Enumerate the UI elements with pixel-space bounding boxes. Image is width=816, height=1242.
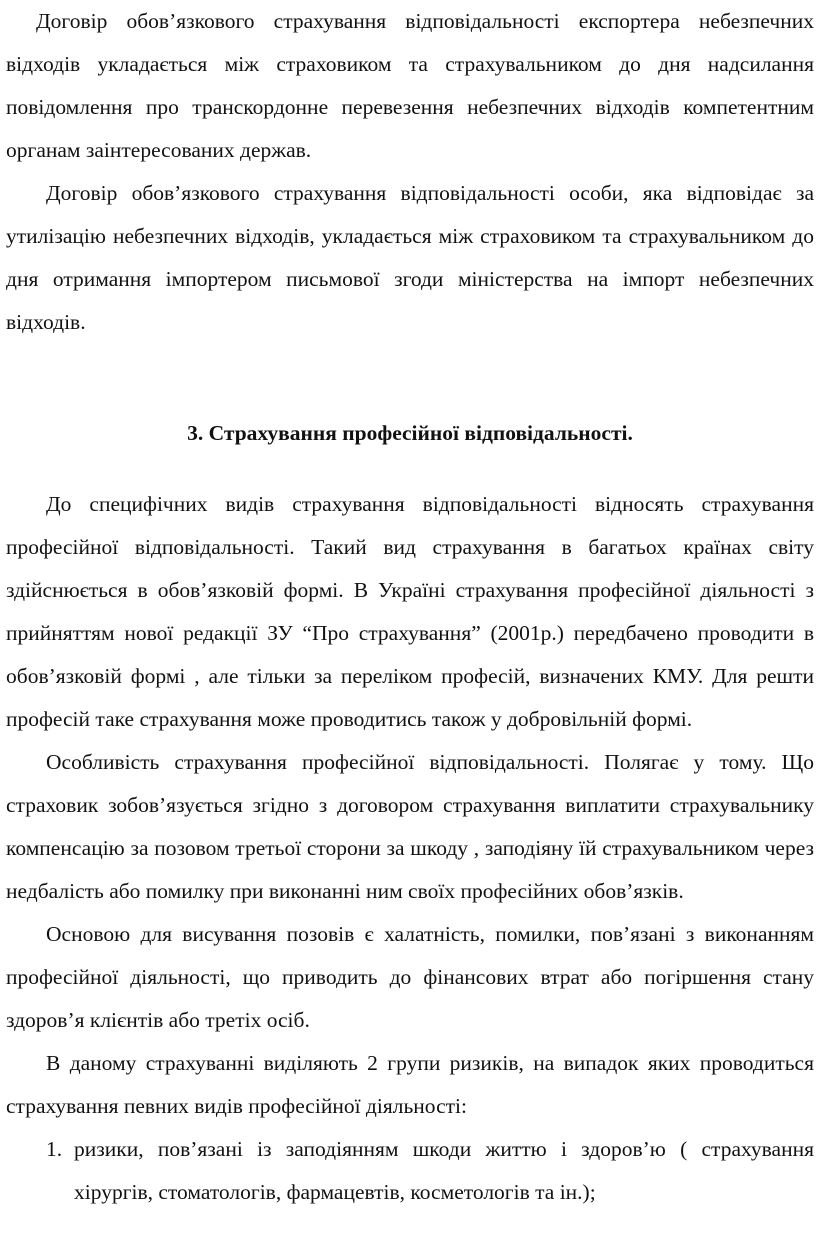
paragraph-disposal-insurance: Договір обов’язкового страхування відповідальності особи, яка відповідає за утилізацію небезпечних відходів, укладається між страховиком та страхувальником до дня отримання імпортером письмової згоди міністерства на імпорт небезпечних відходів. — [6, 181, 814, 334]
document-page — [6, 0, 814, 1214]
list-item-text: ризики, пов’язані із заподіянням шкоди життю і здоров’ю ( страхування хірургів, стоматологів, фармацевтів, косметологів та ін.); — [74, 1137, 814, 1204]
paragraph-professional-liability-intro: До специфічних видів страхування відповідальності відносять страхування професійної відповідальності. Такий вид страхування в багатьох країнах світу здійснюється в обов’язковій формі. В Україні страхування професійної діяльності з прийняттям нової редакції ЗУ “Про страхування” (2001р.) передбачено проводити в обов’язковій формі , але тільки за переліком професій, визначених КМУ. Для решти професій таке страхування може проводитись також у добровільній формі. — [6, 492, 814, 731]
paragraph-exporter-insurance: Договір обов’язкового страхування відповідальності експортера небезпечних відходів укладається між страховиком та страхувальником до дня надсилання повідомлення про транскордонне перевезення небезпечних відходів компетентним органам заінтересованих держав. — [6, 9, 814, 162]
list-item — [6, 1128, 814, 1214]
section-heading: 3. Страхування професійної відповідальності. — [187, 421, 633, 445]
paragraph-risk-groups: В даному страхуванні виділяють 2 групи ризиків, на випадок яких проводиться страхування певних видів професійної діяльності: — [6, 1051, 814, 1118]
list-item-number: 1. — [46, 1137, 63, 1161]
paragraph-claims-basis: Основою для висування позовів є халатність, помилки, пов’язані з виконанням професійної діяльності, що приводить до фінансових втрат або погіршення стану здоров’я клієнтів або третіх осіб. — [6, 922, 814, 1032]
risk-groups-list — [6, 1128, 814, 1214]
paragraph-professional-liability-feature: Особливість страхування професійної відповідальності. Полягає у тому. Що страховик зобов’язується згідно з договором страхування виплатити страхувальнику компенсацію за позовом третьої сторони за шкоду , заподіяну їй страхувальником через недбалість або помилку при виконанні ним своїх професійних обов’язків. — [6, 750, 814, 903]
